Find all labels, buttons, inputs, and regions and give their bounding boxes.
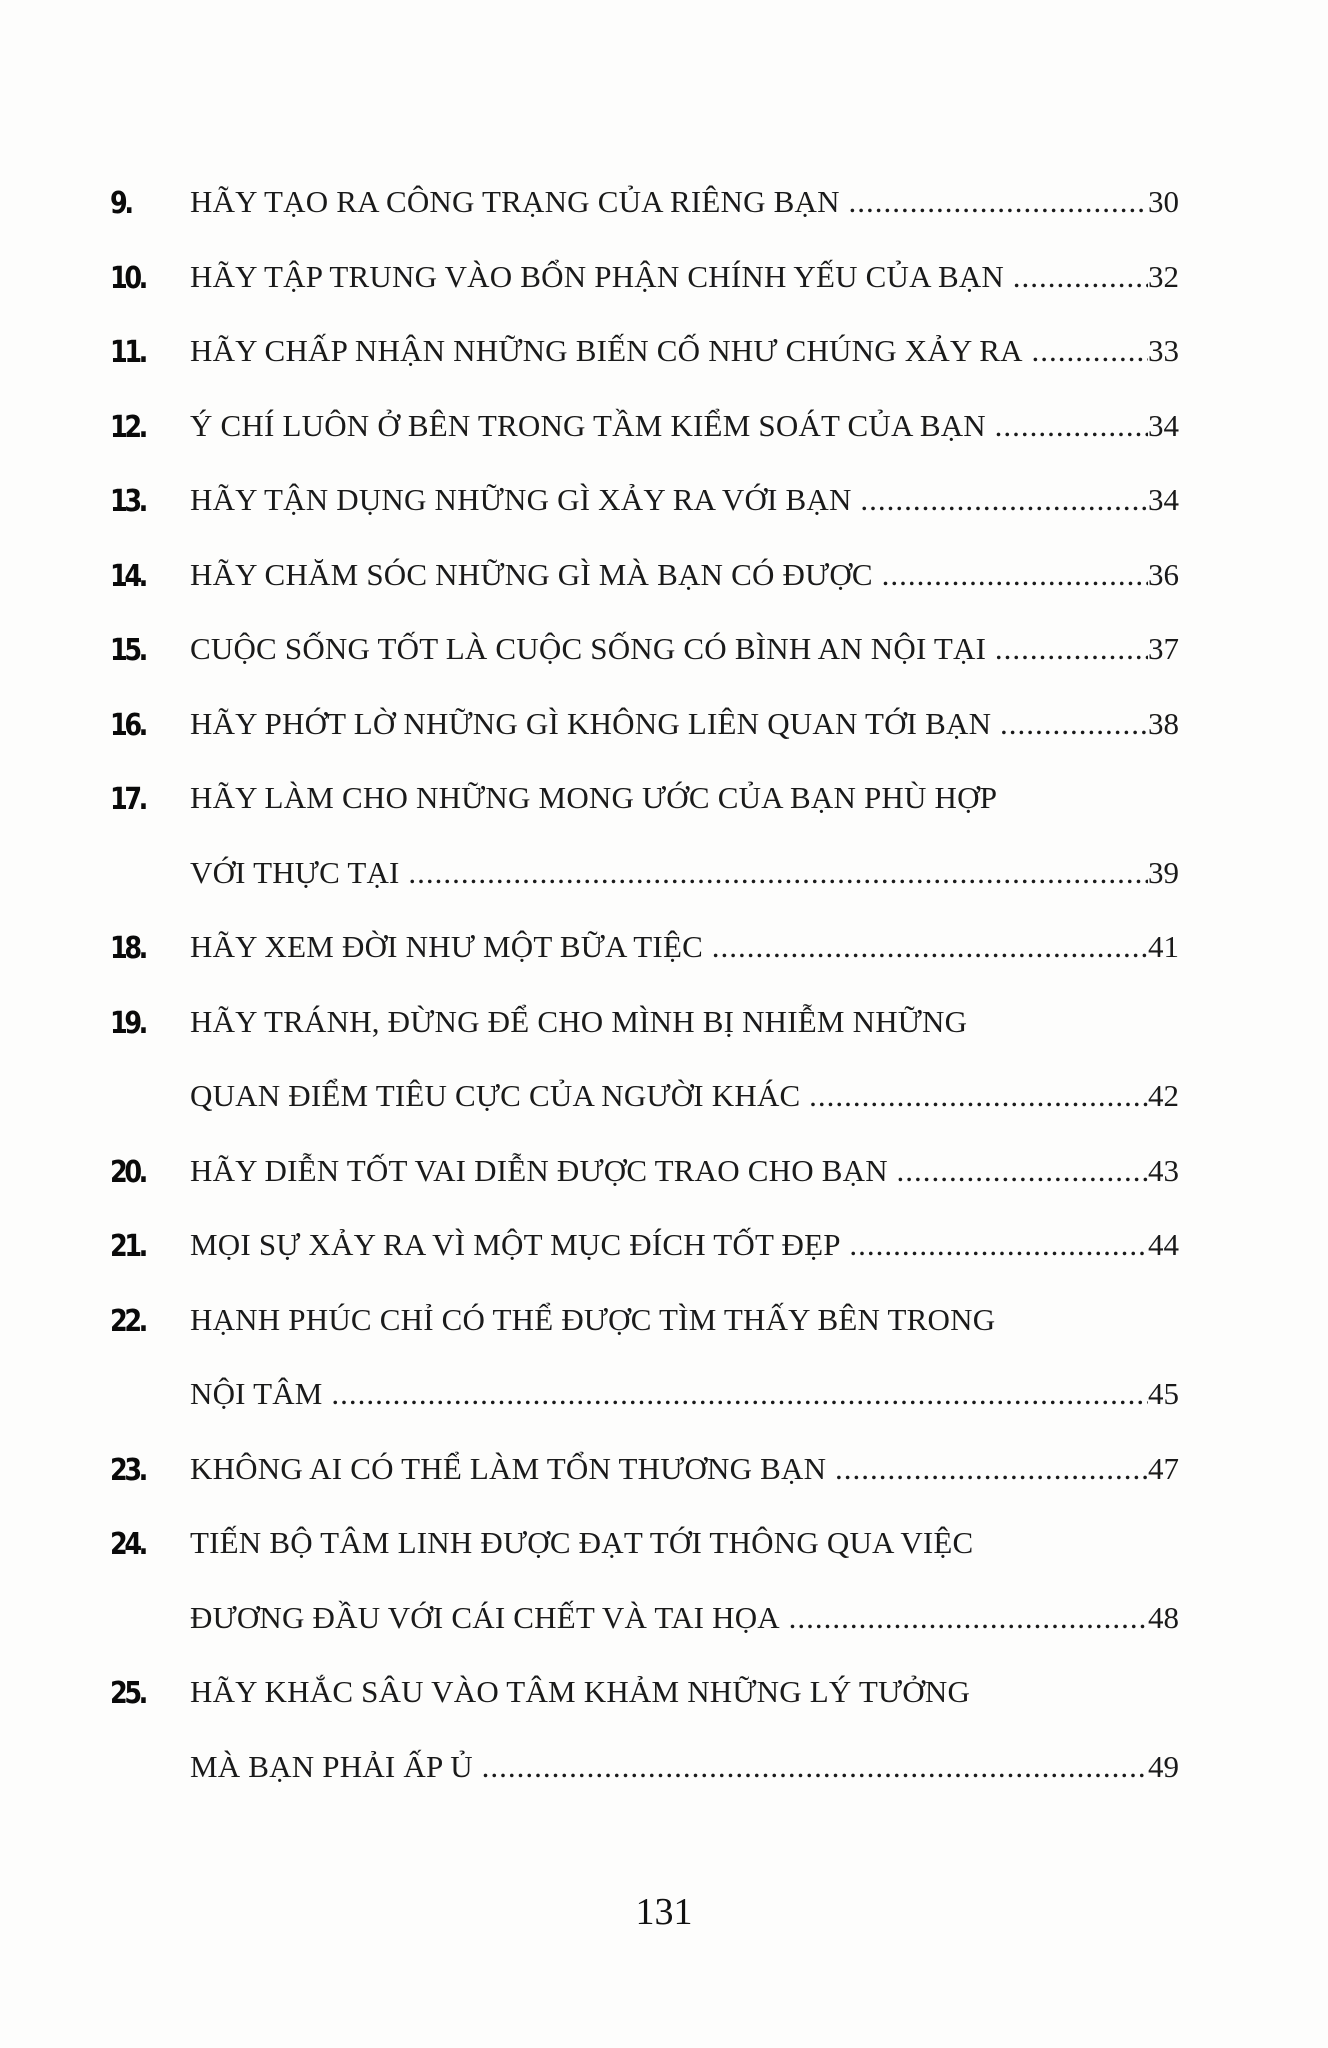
entry-title: HÃY TẬP TRUNG VÀO BỔN PHẬN CHÍNH YẾU CỦA BẠN ..... <box>190 259 1148 295</box>
entry-number: 19. <box>110 1005 145 1041</box>
entry-title: HÃY CHĂM SÓC NHỮNG GÌ MÀ BẠN CÓ ĐƯỢC ..... <box>190 557 1148 593</box>
entry-page: 48 <box>1148 1599 1179 1635</box>
toc-entry-18 <box>0 913 1328 988</box>
entry-page: 41 <box>1148 929 1179 964</box>
toc-entry-24 <box>0 1509 1328 1584</box>
toc-entry-14 <box>0 541 1328 616</box>
entry-title: HÃY DIỄN TỐT VAI DIỄN ĐƯỢC TRAO CHO BẠN ..... <box>190 1153 1148 1189</box>
entry-number: 22. <box>110 1303 145 1339</box>
toc-entry-23 <box>0 1435 1328 1510</box>
entry-page: 32 <box>1148 258 1179 294</box>
toc-entry-9 <box>0 168 1328 243</box>
toc-entry-13 <box>0 466 1328 541</box>
entry-title-continued: NỘI TÂM ..... <box>190 1376 1148 1412</box>
toc-entry-22 <box>0 1286 1328 1361</box>
entry-page: 45 <box>1148 1376 1179 1411</box>
entry-page: 33 <box>1148 333 1179 368</box>
entry-page: 34 <box>1148 482 1179 517</box>
toc-entry-22-continued <box>0 1360 1328 1435</box>
entry-page: 37 <box>1148 631 1179 666</box>
entry-title: HÃY TẠO RA CÔNG TRẠNG CỦA RIÊNG BẠN ..... <box>190 184 1148 220</box>
toc-entry-15 <box>0 615 1328 690</box>
entry-title-continued: MÀ BẠN PHẢI ẤP Ủ ..... <box>190 1749 1148 1785</box>
entry-title-continued: VỚI THỰC TẠI ..... <box>190 855 1148 891</box>
toc-entry-12 <box>0 392 1328 467</box>
toc-entry-16 <box>0 690 1328 765</box>
entry-number: 25. <box>110 1676 145 1711</box>
entry-page: 43 <box>1148 1152 1179 1188</box>
entry-title: MỌI SỰ XẢY RA VÌ MỘT MỤC ĐÍCH TỐT ĐẸP ..... <box>190 1227 1148 1263</box>
entry-title: HÃY TRÁNH, ĐỪNG ĐỂ CHO MÌNH BỊ NHIỄM NHỮNG <box>190 1003 968 1039</box>
entry-page: 38 <box>1148 705 1179 741</box>
entry-title: HẠNH PHÚC CHỈ CÓ THỂ ĐƯỢC TÌM THẤY BÊN TRONG <box>190 1301 996 1337</box>
toc-entry-20 <box>0 1137 1328 1212</box>
entry-number: 15. <box>110 633 145 668</box>
entry-title-continued: ĐƯƠNG ĐẦU VỚI CÁI CHẾT VÀ TAI HỌA ..... <box>190 1600 1148 1636</box>
entry-title: CUỘC SỐNG TỐT LÀ CUỘC SỐNG CÓ BÌNH AN NỘI TẠI ..... <box>190 631 1148 667</box>
entry-page: 39 <box>1148 854 1179 890</box>
entry-title: HÃY LÀM CHO NHỮNG MONG ƯỚC CỦA BẠN PHÙ HỢP <box>190 780 998 815</box>
entry-page: 42 <box>1148 1078 1179 1113</box>
entry-title: KHÔNG AI CÓ THỂ LÀM TỔN THƯƠNG BẠN ..... <box>190 1451 1148 1487</box>
entry-title-continued: QUAN ĐIỂM TIÊU CỰC CỦA NGƯỜI KHÁC ..... <box>190 1078 1148 1114</box>
toc-entry-11 <box>0 317 1328 392</box>
entry-page: 47 <box>1148 1450 1179 1486</box>
toc-entry-24-continued <box>0 1584 1328 1659</box>
toc-entry-10 <box>0 243 1328 318</box>
toc-entry-17-continued <box>0 839 1328 914</box>
entry-page: 36 <box>1148 556 1179 592</box>
entry-title: HÃY CHẤP NHẬN NHỮNG BIẾN CỐ NHƯ CHÚNG XẢY RA ..... <box>190 333 1148 369</box>
entry-number: 11. <box>110 335 145 370</box>
entry-page: 44 <box>1148 1227 1179 1262</box>
entry-title: HÃY XEM ĐỜI NHƯ MỘT BỮA TIỆC ..... <box>190 929 1148 965</box>
toc-entry-25-continued <box>0 1733 1328 1808</box>
toc-entry-25 <box>0 1658 1328 1733</box>
entry-number: 17. <box>110 782 145 817</box>
entry-number: 10. <box>110 260 145 296</box>
table-of-contents <box>0 168 1328 1807</box>
toc-entry-19 <box>0 988 1328 1063</box>
entry-number: 9. <box>110 186 131 221</box>
entry-title: TIẾN BỘ TÂM LINH ĐƯỢC ĐẠT TỚI THÔNG QUA VIỆC <box>190 1525 974 1560</box>
entry-number: 16. <box>110 707 145 743</box>
toc-entry-21 <box>0 1211 1328 1286</box>
entry-number: 24. <box>110 1527 145 1562</box>
entry-number: 20. <box>110 1154 145 1190</box>
entry-page: 30 <box>1148 184 1179 219</box>
entry-title: HÃY PHỚT LỜ NHỮNG GÌ KHÔNG LIÊN QUAN TỚI BẠN ..... <box>190 706 1148 742</box>
entry-number: 14. <box>110 558 145 594</box>
entry-number: 18. <box>110 931 145 966</box>
entry-number: 23. <box>110 1452 145 1488</box>
entry-title: HÃY TẬN DỤNG NHỮNG GÌ XẢY RA VỚI BẠN ..... <box>190 482 1148 518</box>
toc-entry-17 <box>0 764 1328 839</box>
entry-number: 12. <box>110 409 145 445</box>
entry-number: 13. <box>110 484 145 519</box>
entry-title: Ý CHÍ LUÔN Ở BÊN TRONG TẦM KIỂM SOÁT CỦA BẠN ..... <box>190 408 1148 444</box>
entry-title: HÃY KHẮC SÂU VÀO TÂM KHẢM NHỮNG LÝ TƯỞNG <box>190 1674 971 1709</box>
entry-page: 49 <box>1148 1748 1179 1784</box>
entry-page: 34 <box>1148 407 1179 443</box>
toc-entry-19-continued <box>0 1062 1328 1137</box>
page-number: 131 <box>635 1891 693 1933</box>
entry-number: 21. <box>110 1229 145 1264</box>
